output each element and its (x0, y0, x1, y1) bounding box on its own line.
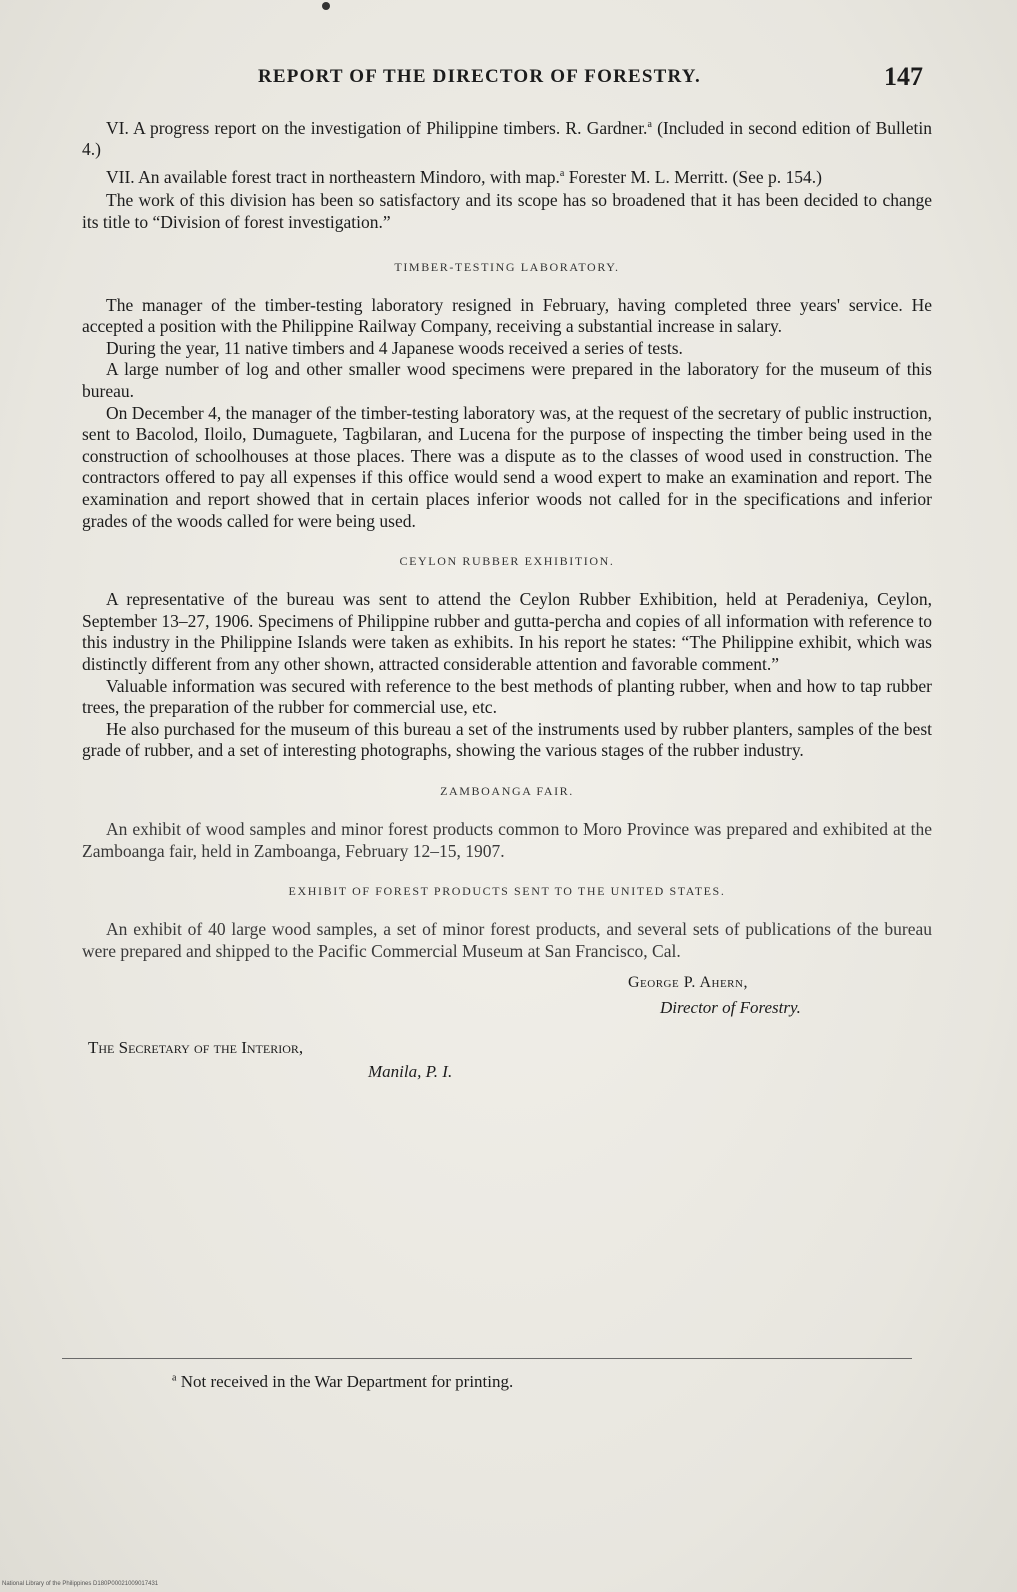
paragraph-division-title: The work of this division has been so satisfactory and its scope has so broadened that it has been decided to change its title to “Division of forest investigation.” (82, 190, 932, 233)
addressee-block (82, 1038, 932, 1090)
paragraph-text: VII. An available forest tract in northeastern Mindoro, with map. (106, 166, 560, 187)
scan-imprint: National Library of the Philippines D180P00021009017431 (2, 1581, 159, 1587)
section-heading-exhibit-us: EXHIBIT OF FOREST PRODUCTS SENT TO THE UNITED STATES. (288, 884, 726, 899)
paragraph-manager-resigned: The manager of the timber-testing laboratory resigned in February, having completed three years' service. He accepted a position with the Philippine Railway Company, receiving a substantial increase in salary. (82, 294, 932, 337)
paragraph-text: VI. A progress report on the investigation of Philippine timbers. R. Gardner. (106, 117, 648, 138)
addressee-name: The Secretary of the Interior, (88, 1038, 304, 1058)
signatory-title: Director of Forestry. (660, 998, 801, 1018)
addressee-place: Manila, P. I. (368, 1062, 453, 1082)
footnote (172, 1372, 513, 1392)
section-heading-ceylon: CEYLON RUBBER EXHIBITION. (399, 554, 615, 569)
paragraph-rubber-information: Valuable information was secured with reference to the best methods of planting rubber, when and how to tap rubber trees, the preparation of the rubber for commercial use, etc. (82, 675, 932, 718)
section-heading-zamboanga: ZAMBOANGA FAIR. (440, 783, 574, 798)
paragraph-exhibit-shipped: An exhibit of 40 large wood samples, a set of minor forest products, and several sets of publications of the bureau were prepared and shipped to the Pacific Commercial Museum at San Francisco, Cal. (82, 919, 932, 961)
page-header (0, 62, 1017, 102)
paragraph-item-vii (82, 163, 932, 188)
footnote-ref: a (647, 119, 652, 130)
paragraph-ceylon-exhibition: A representative of the bureau was sent to attend the Ceylon Rubber Exhibition, held at Peradeniya, Ceylon, September 13–27, 1906. Specimens of Philippine rubber and gutta-percha and copies of all information with reference to this industry in the Philippine Islands were taken as exhibits. In his report he states: “The Philippine exhibit, which was distinctly different from any other shown, attracted considerable attention and favorable comment.” (82, 589, 932, 674)
paragraph-text: (Included in second edition of Bulletin 4.) (82, 117, 932, 160)
paragraph-wood-specimens: A large number of log and other smaller wood specimens were prepared in the laboratory for the museum of this bureau. (82, 359, 932, 401)
footnote-ref: a (559, 168, 565, 180)
footnote-divider (62, 1358, 912, 1359)
paragraph-rubber-instruments: He also purchased for the museum of this bureau a set of the instruments used by rubber planters, samples of the best grade of rubber, and a set of interesting photographs, showing the various stages of the rubber industry. (82, 718, 932, 761)
paragraph-timber-tests: During the year, 11 native timbers and 4 Japanese woods received a series of tests. (106, 337, 683, 358)
running-title: REPORT OF THE DIRECTOR OF FORESTRY. (258, 66, 701, 87)
paragraph-text: Forester M. L. Merritt. (See p. 154.) (564, 166, 822, 187)
ink-spot-mark (322, 2, 330, 10)
footnote-text: Not received in the War Department for printing. (176, 1372, 514, 1391)
footnote-mark: a (172, 1372, 177, 1384)
signatory-name: George P. Ahern, (628, 974, 748, 992)
signature-block (82, 974, 932, 1034)
section-heading-timber-testing: TIMBER-TESTING LABORATORY. (394, 259, 620, 274)
paragraph-zamboanga-fair: An exhibit of wood samples and minor forest products common to Moro Province was prepared and exhibited at the Zamboanga fair, held in Zamboanga, February 12–15, 1907. (82, 818, 932, 861)
page-body (82, 114, 932, 1090)
paragraph-item-vi (82, 114, 932, 161)
page-number: 147 (884, 62, 923, 91)
paragraph-schoolhouse-inspection: On December 4, the manager of the timber-testing laboratory was, at the request of the secretary of public instruction, sent to Bacolod, Iloilo, Dumaguete, Tagbilaran, and Lucena for the purpose of inspecting the timber being used in the construction of schoolhouses at those places. There was a dispute as to the classes of wood used in construction. The contractors offered to pay all expenses if this office would send a wood expert to make an examination and report. The examination and report showed that in certain places inferior woods not called for in the specifications and inferior grades of the woods called for were being used. (82, 402, 932, 531)
